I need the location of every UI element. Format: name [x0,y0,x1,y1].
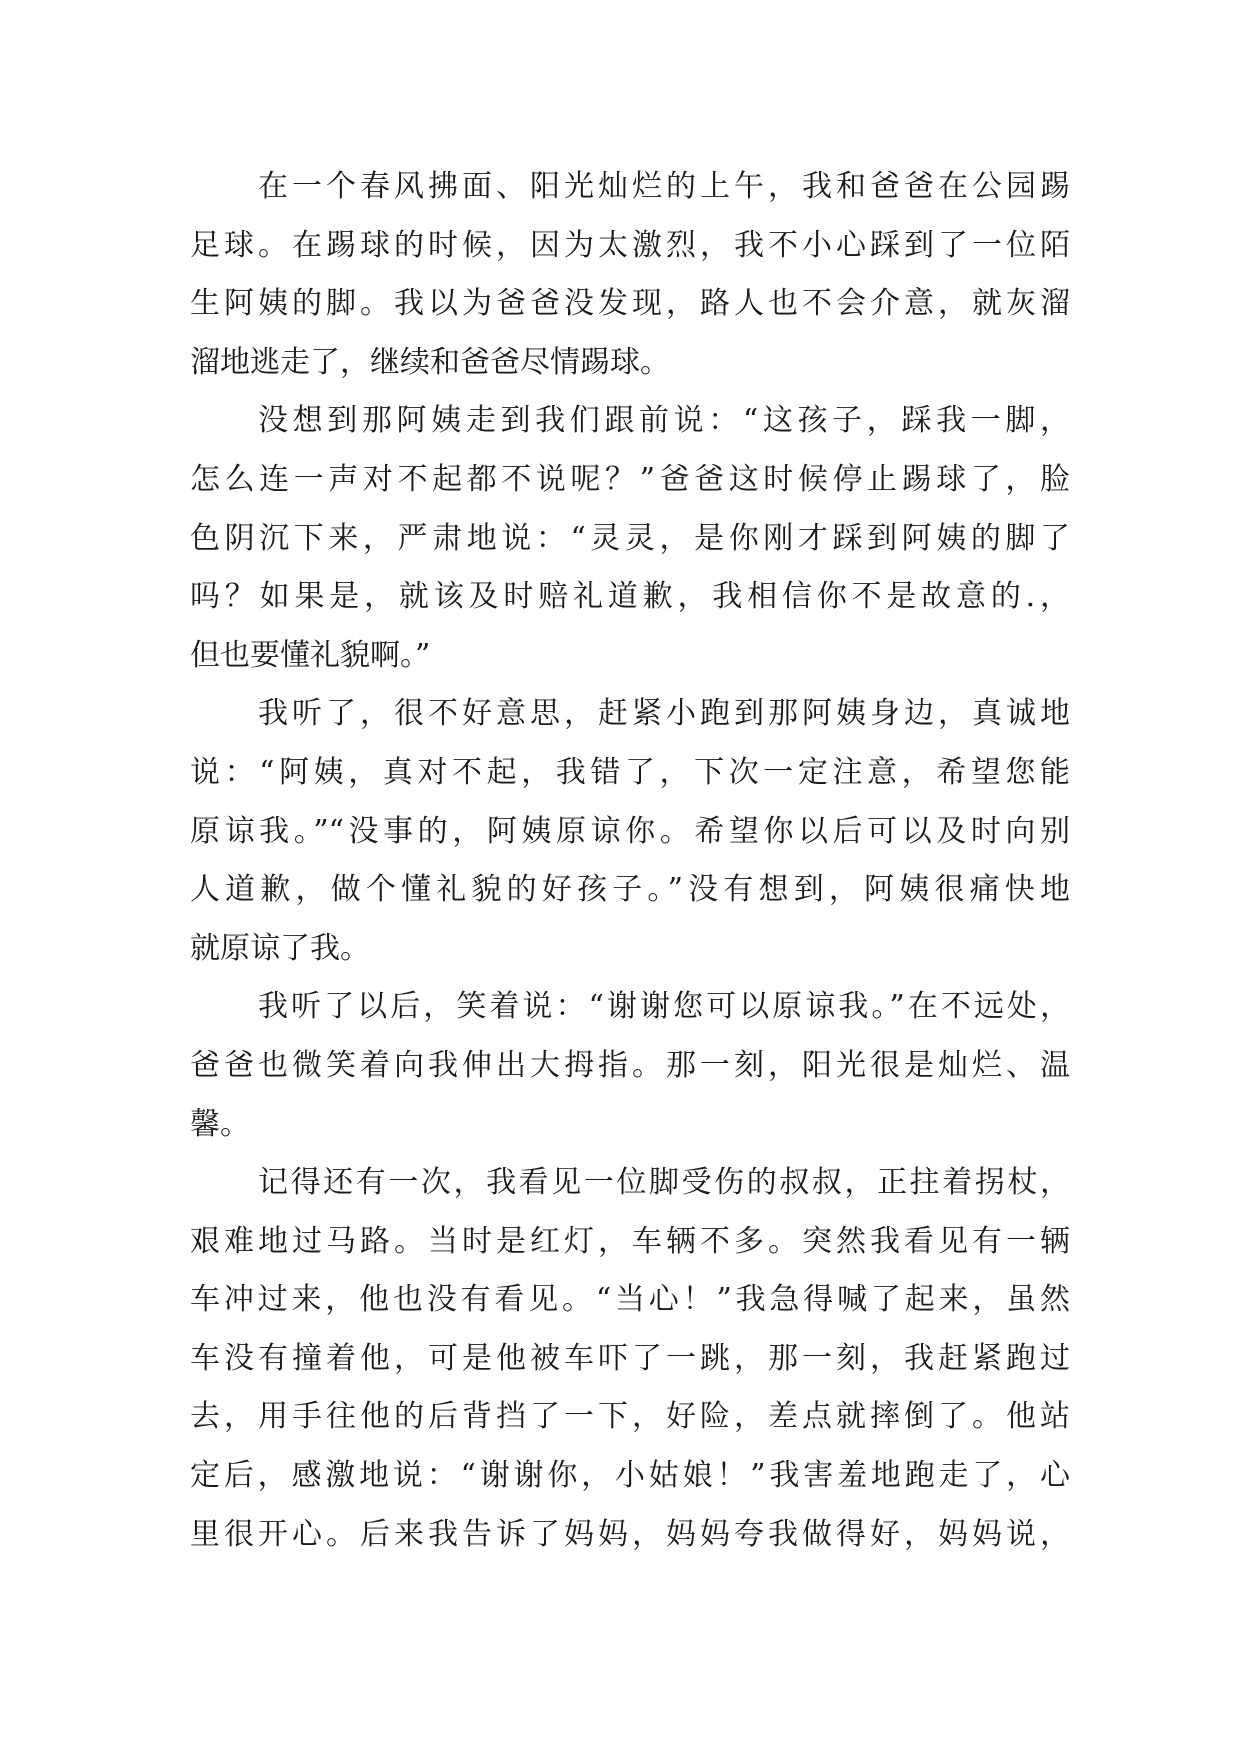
text-line: 车冲过来，他也没有看见。“当心！”我急得喊了起来，虽然 [190,1282,1070,1318]
text-line: 没想到那阿姨走到我们跟前说：“这孩子，踩我一脚， [258,403,1070,439]
text-line: 我听了以后，笑着说：“谢谢您可以原谅我。”在不远处， [258,989,1070,1025]
paragraph [190,1154,1070,1564]
text-line: 在一个春风拂面、阳光灿烂的上午，我和爸爸在公园踢 [258,169,1070,204]
text-line: 我听了，很不好意思，赶紧小跑到那阿姨身边，真诚地 [258,696,1070,732]
text-line: 足球。在踢球的时候，因为太激烈，我不小心踩到了一位陌 [190,227,1070,263]
text-line: 溜地逃走了，继续和爸爸尽情踢球。 [190,344,670,380]
text-line: 记得还有一次，我看见一位脚受伤的叔叔，正拄着拐杖， [258,1165,1070,1201]
text-line: 原谅我。”“没事的，阿姨原谅你。希望你以后可以及时向别 [190,813,1070,849]
text-line: 爸爸也微笑着向我伸出大拇指。那一刻，阳光很是灿烂、温 [190,1047,1070,1083]
text-line: 说：“阿姨，真对不起，我错了，下次一定注意，希望您能 [190,754,1070,790]
paragraph [190,392,1070,685]
text-line: 艰难地过马路。当时是红灯，车辆不多。突然我看见有一辆 [190,1223,1070,1259]
text-line: 去，用手往他的后背挡了一下，好险，差点就摔倒了。他站 [190,1399,1070,1435]
text-line: 生阿姨的脚。我以为爸爸没发现，路人也不会介意，就灰溜 [190,286,1070,322]
paragraph [190,685,1070,978]
paragraph [190,978,1070,1154]
text-line: 人道歉，做个懂礼貌的好孩子。”没有想到，阿姨很痛快地 [190,872,1070,908]
text-line: 色阴沉下来，严肃地说：“灵灵，是你刚才踩到阿姨的脚了 [190,520,1070,556]
text-line: 馨。 [190,1106,250,1142]
body-text [190,158,1070,1564]
text-line: 吗？如果是，就该及时赔礼道歉，我相信你不是故意的.， [190,579,1070,615]
text-line: 就原谅了我。 [190,930,370,966]
text-line: 但也要懂礼貌啊。” [190,637,431,673]
text-line: 里很开心。后来我告诉了妈妈，妈妈夸我做得好，妈妈说， [190,1516,1070,1552]
text-line: 定后，感激地说：“谢谢你，小姑娘！”我害羞地跑走了，心 [190,1458,1070,1494]
text-line: 车没有撞着他，可是他被车吓了一跳，那一刻，我赶紧跑过 [190,1340,1070,1376]
paragraph [190,158,1070,392]
text-line: 怎么连一声对不起都不说呢？”爸爸这时候停止踢球了，脸 [190,461,1070,497]
